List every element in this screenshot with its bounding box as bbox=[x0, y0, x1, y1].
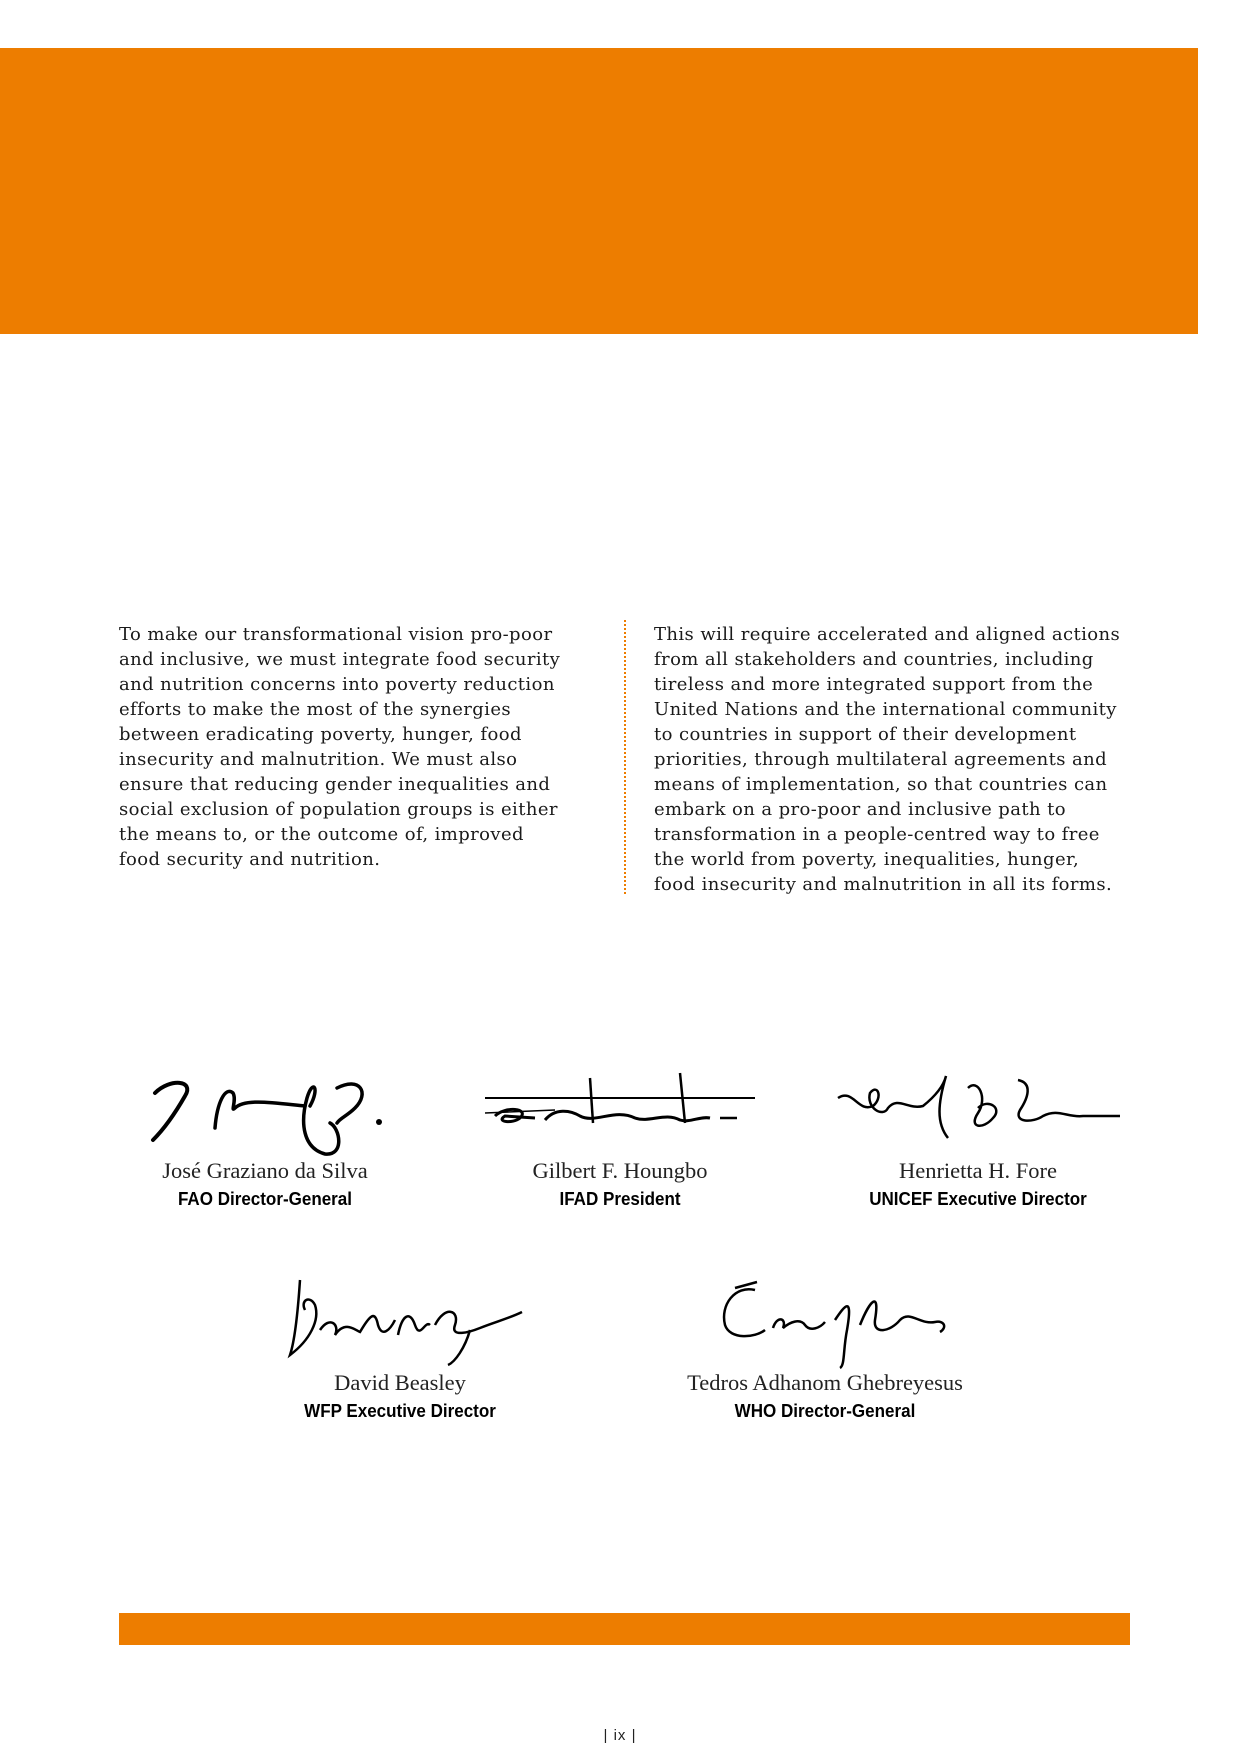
column-divider bbox=[624, 620, 626, 894]
text-line: and nutrition concerns into poverty reduction bbox=[119, 674, 555, 695]
signatory-name: Henrietta H. Fore bbox=[898, 1158, 1058, 1183]
signature-block-fao bbox=[115, 1068, 415, 1211]
text-line: means of implementation, so that countries can bbox=[654, 774, 1108, 795]
signature-block-wfp bbox=[260, 1270, 540, 1423]
signature-block-ifad bbox=[470, 1068, 770, 1211]
text-line: transformation in a people-centred way to free bbox=[654, 824, 1100, 845]
handwritten-signature-ifad bbox=[475, 1068, 765, 1158]
header-color-band bbox=[0, 48, 1198, 334]
text-line: ensure that reducing gender inequalities and bbox=[119, 774, 551, 795]
text-line: embark on a pro-poor and inclusive path to bbox=[654, 799, 1066, 820]
text-line: priorities, through multilateral agreements and bbox=[654, 749, 1108, 770]
signature-block-unicef bbox=[818, 1068, 1138, 1211]
text-line: between eradicating poverty, hunger, food bbox=[119, 724, 522, 745]
signatory-name: Gilbert F. Houngbo bbox=[532, 1158, 708, 1183]
text-line: United Nations and the international community bbox=[654, 699, 1117, 720]
signatory-title: UNICEF Executive Director bbox=[869, 1188, 1087, 1209]
text-line: from all stakeholders and countries, including bbox=[654, 649, 1094, 670]
handwritten-signature-who bbox=[695, 1270, 955, 1370]
signatory-title: WHO Director-General bbox=[734, 1400, 916, 1421]
body-column-left bbox=[119, 622, 565, 872]
handwritten-signature-wfp bbox=[270, 1270, 530, 1370]
text-line: and inclusive, we must integrate food security bbox=[119, 649, 561, 670]
signatory-name: David Beasley bbox=[334, 1370, 466, 1395]
text-line: tireless and more integrated support from the bbox=[654, 674, 1094, 695]
signatory-title: IFAD President bbox=[559, 1188, 681, 1209]
handwritten-signature-unicef bbox=[828, 1068, 1128, 1158]
signatory-title: FAO Director-General bbox=[177, 1188, 353, 1209]
text-line: This will require accelerated and aligned actions bbox=[654, 624, 1121, 645]
text-line: insecurity and malnutrition. We must also bbox=[119, 749, 518, 770]
body-column-right bbox=[654, 622, 1124, 897]
signature-block-who bbox=[655, 1270, 995, 1423]
text-line: food security and nutrition. bbox=[119, 849, 381, 870]
text-line: food insecurity and malnutrition in all its forms. bbox=[654, 874, 1113, 895]
signatory-title: WFP Executive Director bbox=[304, 1400, 496, 1421]
signatory-name: Tedros Adhanom Ghebreyesus bbox=[687, 1370, 963, 1395]
footer-color-band bbox=[119, 1613, 1130, 1645]
text-line: the means to, or the outcome of, improved bbox=[119, 824, 524, 845]
text-line: to countries in support of their development bbox=[654, 724, 1077, 745]
text-line: the world from poverty, inequalities, hunger, bbox=[654, 849, 1080, 870]
text-line: efforts to make the most of the synergies bbox=[119, 699, 512, 720]
page-number: | ix | bbox=[603, 1727, 637, 1744]
text-line: social exclusion of population groups is either bbox=[119, 799, 558, 820]
text-line: To make our transformational vision pro-poor bbox=[119, 624, 553, 645]
signatory-name: José Graziano da Silva bbox=[162, 1158, 368, 1183]
handwritten-signature-fao bbox=[125, 1068, 405, 1158]
